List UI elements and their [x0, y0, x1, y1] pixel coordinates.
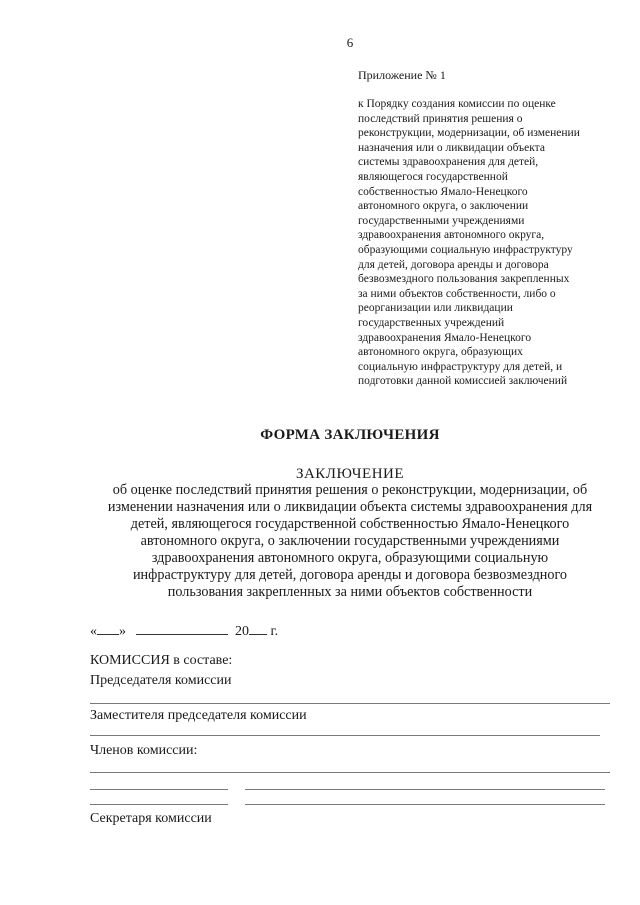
- conclusion-line: пользования закрепленных за ними объектов собственности: [167, 584, 533, 600]
- appendix-line: назначения или о ликвидации объекта: [358, 141, 545, 154]
- date-open-quote: «: [90, 624, 97, 639]
- members-blank-line[interactable]: [90, 804, 228, 805]
- members-blank-line[interactable]: [245, 804, 605, 805]
- commission-heading: КОМИССИЯ в составе:: [90, 653, 233, 668]
- members-blank-line[interactable]: [90, 789, 228, 790]
- appendix-line: государственными учреждениями: [358, 214, 525, 227]
- conclusion-line: автономного округа, о заключении государственными учреждениями: [140, 533, 560, 549]
- page-number: 6: [346, 35, 354, 50]
- appendix-line: последствий принятия решения о: [358, 112, 523, 125]
- appendix-line: безвозмездного пользования закрепленных: [358, 273, 570, 286]
- month-blank[interactable]: [136, 622, 228, 635]
- secretary-label: Секретаря комиссии: [90, 811, 212, 826]
- deputy-label: Заместителя председателя комиссии: [90, 708, 307, 723]
- form-title: ФОРМА ЗАКЛЮЧЕНИЯ: [260, 427, 440, 443]
- conclusion-line: детей, являющегося государственной собственностью Ямало-Ненецкого: [130, 516, 570, 532]
- appendix-line: за ними объектов собственности, либо о: [358, 287, 556, 300]
- appendix-description: [358, 97, 580, 389]
- conclusion-line: изменении назначения или о ликвидации объекта системы здравоохранения для: [107, 499, 593, 515]
- year-blank[interactable]: [249, 622, 267, 635]
- appendix-line: подготовки данной комиссией заключений: [358, 375, 568, 388]
- conclusion-title: ЗАКЛЮЧЕНИЕ: [295, 466, 405, 482]
- date-year-suffix: г.: [270, 624, 279, 639]
- members-blank-line[interactable]: [90, 772, 610, 773]
- members-label: Членов комиссии:: [90, 743, 198, 758]
- conclusion-subject: [70, 482, 630, 601]
- appendix-line: автономного округа, образующих: [358, 346, 523, 359]
- date-field: [90, 622, 278, 640]
- date-close-quote: »: [119, 624, 126, 639]
- appendix-line: собственностью Ямало-Ненецкого: [358, 185, 528, 198]
- appendix-line: автономного округа, о заключении: [358, 200, 529, 213]
- appendix-line: реконструкции, модернизации, об изменении: [358, 127, 580, 140]
- appendix-line: к Порядку создания комиссии по оценке: [358, 98, 556, 110]
- appendix-line: реорганизации или ликвидации: [358, 302, 513, 315]
- members-blank-line[interactable]: [245, 789, 605, 790]
- appendix-title: Приложение № 1: [358, 68, 446, 82]
- appendix-line: для детей, договора аренды и договора: [358, 258, 549, 271]
- appendix-line: являющегося государственной: [358, 170, 508, 183]
- chairman-blank-line[interactable]: [90, 703, 610, 704]
- conclusion-line: здравоохранения автономного округа, образующими социальную: [151, 550, 549, 566]
- appendix-line: государственных учреждений: [358, 316, 505, 329]
- date-century: 20: [235, 624, 249, 639]
- deputy-blank-line[interactable]: [90, 735, 600, 736]
- appendix-line: здравоохранения Ямало-Ненецкого: [358, 331, 532, 344]
- conclusion-line: об оценке последствий принятия решения о реконструкции, модернизации, об: [112, 482, 588, 498]
- day-blank[interactable]: [97, 622, 119, 635]
- appendix-line: системы здравоохранения для детей,: [358, 156, 539, 169]
- appendix-line: социальную инфраструктуру для детей, и: [358, 360, 563, 373]
- conclusion-line: инфраструктуру для детей, договора аренды и договора безвозмездного: [132, 567, 568, 583]
- chairman-label: Председателя комиссии: [90, 673, 232, 688]
- appendix-line: здравоохранения автономного округа,: [358, 229, 545, 242]
- appendix-line: образующими социальную инфраструктуру: [358, 243, 573, 256]
